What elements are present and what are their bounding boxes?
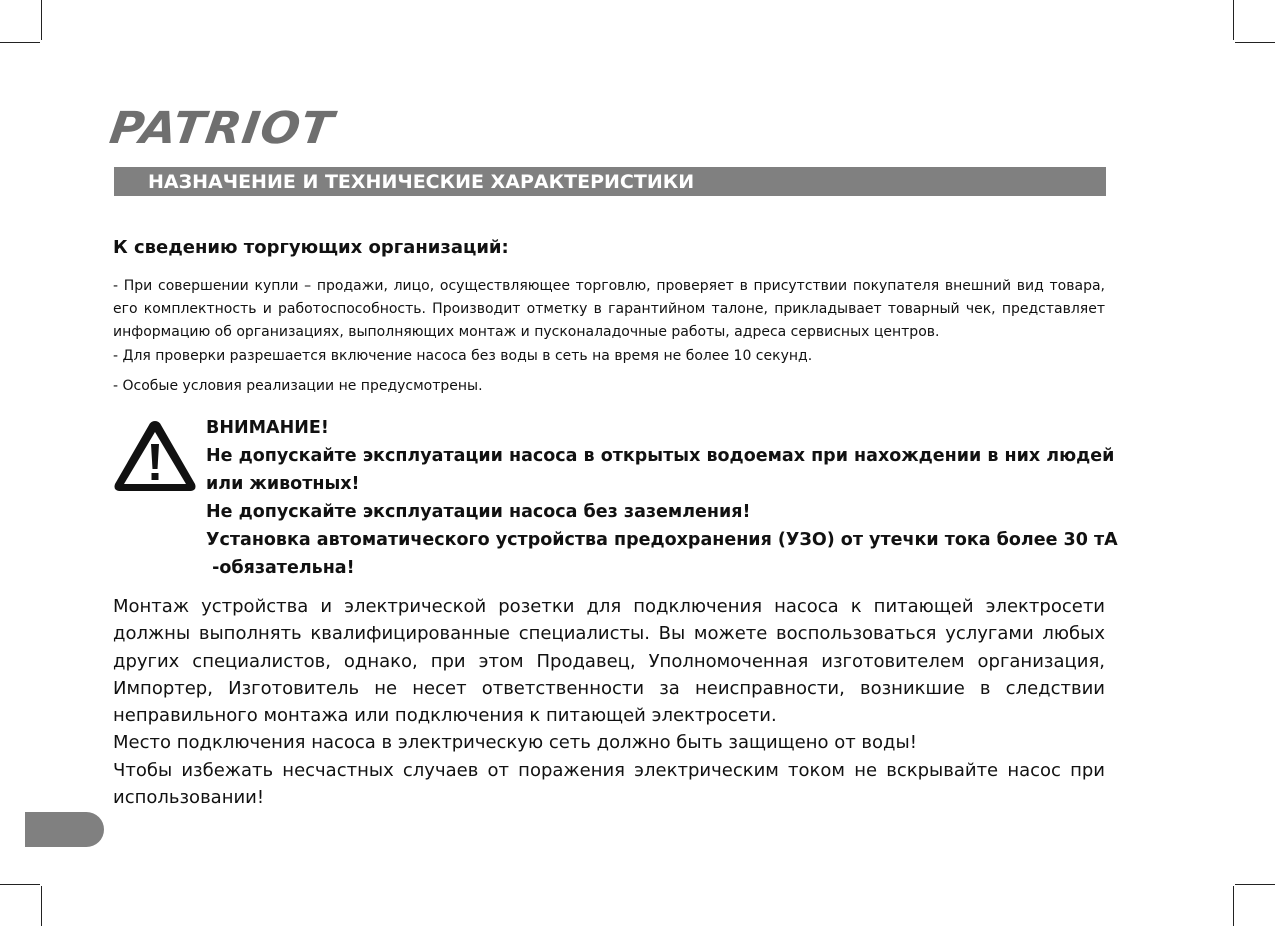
- crop-mark: [1235, 42, 1275, 43]
- warning-line: Не допускайте эксплуатации насоса в открытых водоемах при нахождении в них людей: [206, 446, 1115, 466]
- warning-line: или животных!: [206, 474, 360, 494]
- warning-title: ВНИМАНИЕ!: [206, 418, 329, 438]
- warning-line: -обязательна!: [206, 558, 355, 578]
- warning-line: Установка автоматического устройства предохранения (УЗО) от утечки тока более 30 тА: [206, 530, 1118, 550]
- warning-triangle-icon: [112, 418, 198, 494]
- info-paragraph: - Для проверки разрешается включение насоса без воды в сеть на время не более 10 секунд.: [113, 348, 813, 364]
- patriot-logo: [106, 103, 365, 154]
- main-paragraph: Чтобы избежать несчастных случаев от поражения электрическим током не вскрывайте насос при использовании!: [113, 759, 1105, 809]
- crop-mark: [41, 0, 42, 40]
- main-paragraph: Монтаж устройства и электрической розетки для подключения насоса к питающей электросети должны выполнять квалифицированные специалисты. Вы можете воспользоваться услугами любых других специалистов, однако, при этом Продавец, Уполномоченная изготовителем организация, Импортер, Изготовитель не несет ответственности за неисправности, возникшие в следствии неправильного монтажа или подключения к питающей электросети.: [113, 596, 1105, 727]
- crop-mark: [1233, 0, 1234, 40]
- warning-text: [206, 414, 1118, 582]
- crop-mark: [41, 886, 42, 926]
- info-heading: К сведению торгующих организаций:: [113, 237, 509, 258]
- logo-text: PATRIOT: [106, 103, 338, 154]
- section-title: НАЗНАЧЕНИЕ И ТЕХНИЧЕСКИЕ ХАРАКТЕРИСТИКИ: [148, 171, 695, 193]
- section-header-bar: [114, 167, 1106, 196]
- warning-line: Не допускайте эксплуатации насоса без заземления!: [206, 502, 751, 522]
- main-text: [113, 593, 1105, 811]
- crop-mark: [1233, 886, 1234, 926]
- main-paragraph: Место подключения насоса в электрическую сеть должно быть защищено от воды!: [113, 732, 917, 754]
- crop-mark: [0, 884, 40, 885]
- info-paragraph: - Особые условия реализации не предусмотрены.: [113, 378, 483, 394]
- crop-mark: [0, 42, 40, 43]
- info-paragraph: - При совершении купли – продажи, лицо, осуществляющее торговлю, проверяет в присутствии покупателя внешний вид товара, его комплектность и работоспособность. Производит отметку в гарантийном талоне, прикладывает товарный чек, представляет информацию об организациях, выполняющих монтаж и пусконаладочные работы, адреса сервисных центров.: [113, 278, 1105, 340]
- crop-mark: [1235, 884, 1275, 885]
- page-number-tab: [25, 812, 104, 847]
